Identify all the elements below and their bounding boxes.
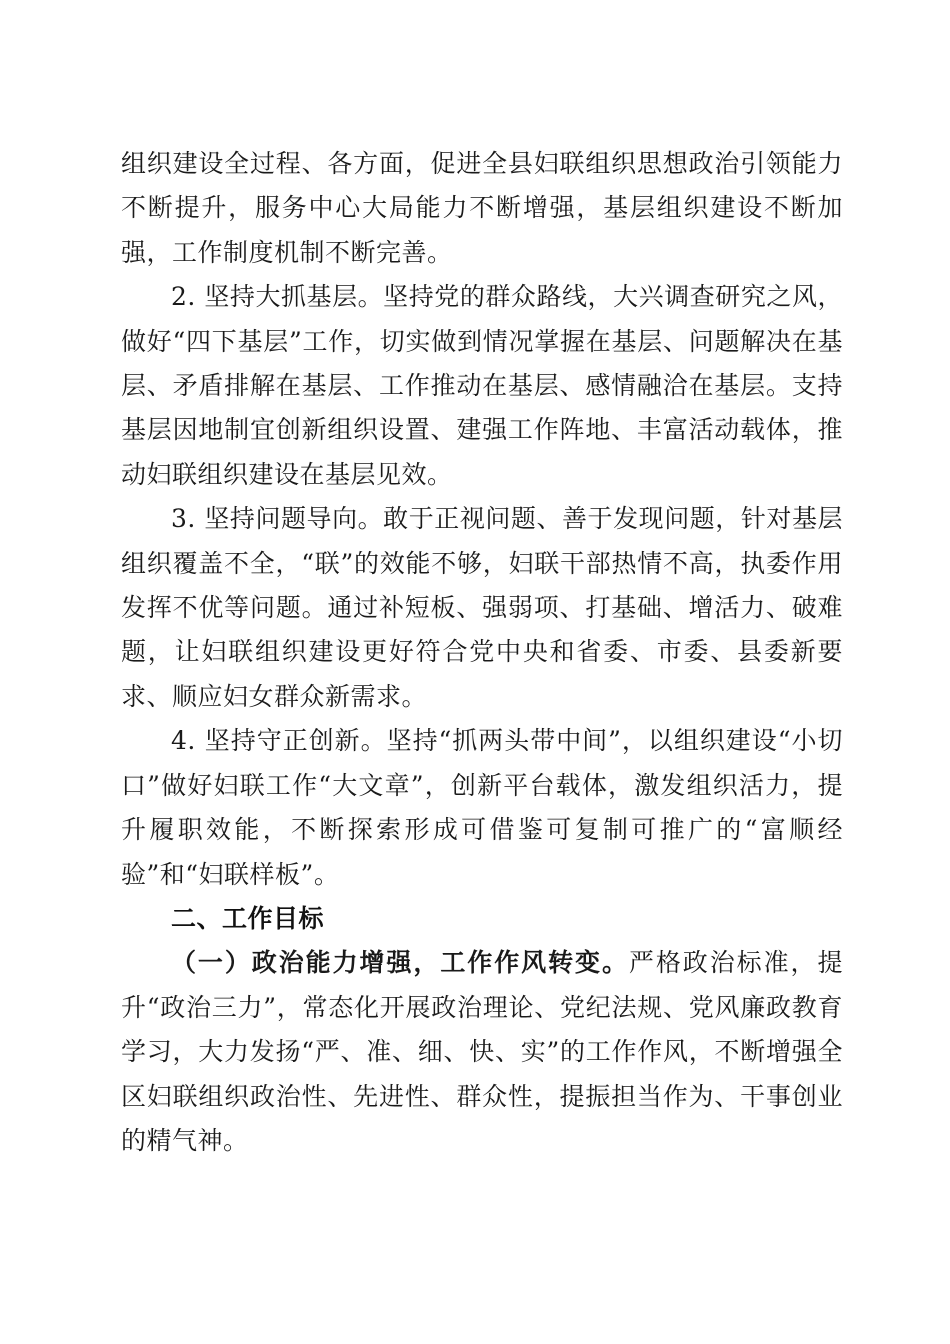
paragraph-item-4: 4. 坚持守正创新。坚持“抓两头带中间”，以组织建设“小切口”做好妇联工作“大文章”，创新平台载体，激发组织活力，提升履职效能，不断探索形成可借鉴可复制可推广的“富顺经验”和“妇联样板”。	[121, 726, 843, 889]
paragraph-goal-1	[121, 941, 843, 1163]
goal-1-lead: （一）政治能力增强，工作作风转变。	[171, 948, 629, 978]
goal-1-text: 严格政治标准，提升“政治三力”，常态化开展政治理论、党纪法规、党风廉政教育学习，大力发扬“严、准、细、快、实”的工作作风，不断增强全区妇联组织政治性、先进性、群众性，提振担当作为、干事创业的精气神。	[121, 948, 843, 1155]
paragraph-item-2: 2. 坚持大抓基层。坚持党的群众路线，大兴调查研究之风，做好“四下基层”工作，切实做到情况掌握在基层、问题解决在基层、矛盾排解在基层、工作推动在基层、感情融洽在基层。支持基层因地制宜创新组织设置、建强工作阵地、丰富活动载体，推动妇联组织建设在基层见效。	[121, 282, 843, 489]
paragraph-item-3: 3. 坚持问题导向。敢于正视问题、善于发现问题，针对基层组织覆盖不全，“联”的效能不够，妇联干部热情不高，执委作用发挥不优等问题。通过补短板、强弱项、打基础、增活力、破难题，让妇联组织建设更好符合党中央和省委、市委、县委新要求、顺应妇女群众新需求。	[121, 504, 843, 711]
section-heading: 二、工作目标	[171, 903, 325, 933]
document-body	[121, 142, 843, 1163]
paragraph-continuation: 组织建设全过程、各方面，促进全县妇联组织思想政治引领能力不断提升，服务中心大局能力不断增强，基层组织建设不断加强，工作制度机制不断完善。	[121, 149, 843, 267]
